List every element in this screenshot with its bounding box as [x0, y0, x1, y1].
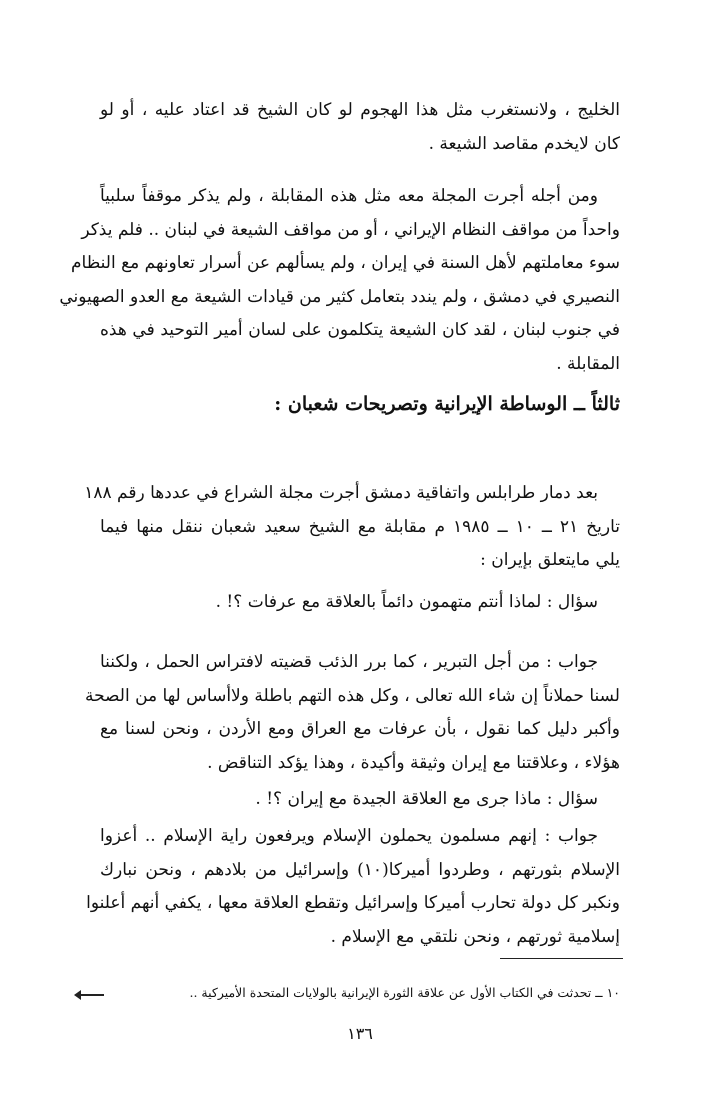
text-line: جواب : إنهم مسلمون يحملون الإسلام ويرفعون راية الإسلام .. أعزوا: [100, 826, 598, 846]
text-line: واحداً من مواقف النظام الإيراني ، أو من مواقف الشيعة في لبنان .. فلم يذكر: [81, 219, 620, 240]
text-line: يلي مايتعلق بإيران :: [480, 550, 620, 571]
text-line: المقابلة .: [556, 353, 620, 374]
text-line: النصيري في دمشق ، ولم يندد بتعامل كثير من قيادات الشيعة مع العدو الصهيوني: [59, 286, 620, 307]
text-line: كان لايخدم مقاصد الشيعة .: [428, 133, 620, 154]
answer-2: [86, 820, 620, 954]
text-line: الخليج ، ولانستغرب مثل هذا الهجوم لو كان الشيخ قد اعتاد عليه ، أو لو: [100, 100, 620, 120]
question-1: سؤال : لماذا أنتم متهمون دائماً بالعلاقة مع عرفات ؟! .: [215, 592, 598, 612]
footnote-divider: [500, 958, 623, 959]
page-number: ١٣٦: [347, 1024, 373, 1043]
text-line: بعد دمار طرابلس واتفاقية دمشق أجرت مجلة الشراع في عددها رقم ١٨٨: [84, 483, 598, 503]
text-line: إسلامية ثورتهم ، ونحن نلتقي مع الإسلام .: [330, 926, 620, 947]
text-line: ومن أجله أجرت المجلة معه مثل هذه المقابلة ، ولم يذكر موقفاً سلبياً: [100, 186, 598, 206]
arrow-left-icon: [80, 994, 104, 996]
paragraph-1: [100, 94, 620, 161]
section-heading: ثالثاً ــ الوساطة الإيرانية وتصريحات شعبان :: [274, 393, 620, 415]
text-line: ونكبر كل دولة تحارب أميركا وإسرائيل وتقطع العلاقة معها ، يكفي أنهم أعلنوا: [86, 893, 620, 914]
text-line: تاريخ ٢١ ــ ١٠ ــ ١٩٨٥ م مقابلة مع الشيخ سعيد شعبان ننقل منها فيما: [100, 516, 620, 537]
text-line: وأكبر دليل كما نقول ، بأن عرفات مع العراق ومع الأردن ، ونحن لسنا مع: [100, 719, 620, 740]
paragraph-3: [84, 477, 620, 578]
question-2: سؤال : ماذا جرى مع العلاقة الجيدة مع إيران ؟! .: [255, 789, 598, 809]
footnote-text: ١٠ ــ تحدثت في الكتاب الأول عن علاقة الثورة الإيرانية بالولايات المتحدة الأميركية ..: [189, 985, 620, 1000]
text-line: لسنا حملاناً إن شاء الله تعالى ، وكل هذه التهم باطلة ولاأساس لها من الصحة: [84, 685, 620, 706]
text-line: الإسلام بثورتهم ، وطردوا أميركا(١٠) وإسرائيل من بلادهم ، ونحن نبارك: [100, 859, 620, 880]
paragraph-2: [59, 180, 620, 382]
text-line: في جنوب لبنان ، لقد كان الشيعة يتكلمون على لسان أمير التوحيد في هذه: [100, 320, 620, 341]
text-line: سوء معاملتهم لأهل السنة في إيران ، ولم يسألهم عن أسرار تعاونهم مع النظام: [71, 253, 620, 274]
answer-1: [84, 646, 620, 780]
text-line: جواب : من أجل التبرير ، كما برر الذئب قضيته لافتراس الحمل ، ولكننا: [100, 652, 598, 672]
text-line: هؤلاء ، وعلاقتنا مع إيران وثيقة وأكيدة ، وهذا يؤكد التناقض .: [207, 752, 620, 773]
